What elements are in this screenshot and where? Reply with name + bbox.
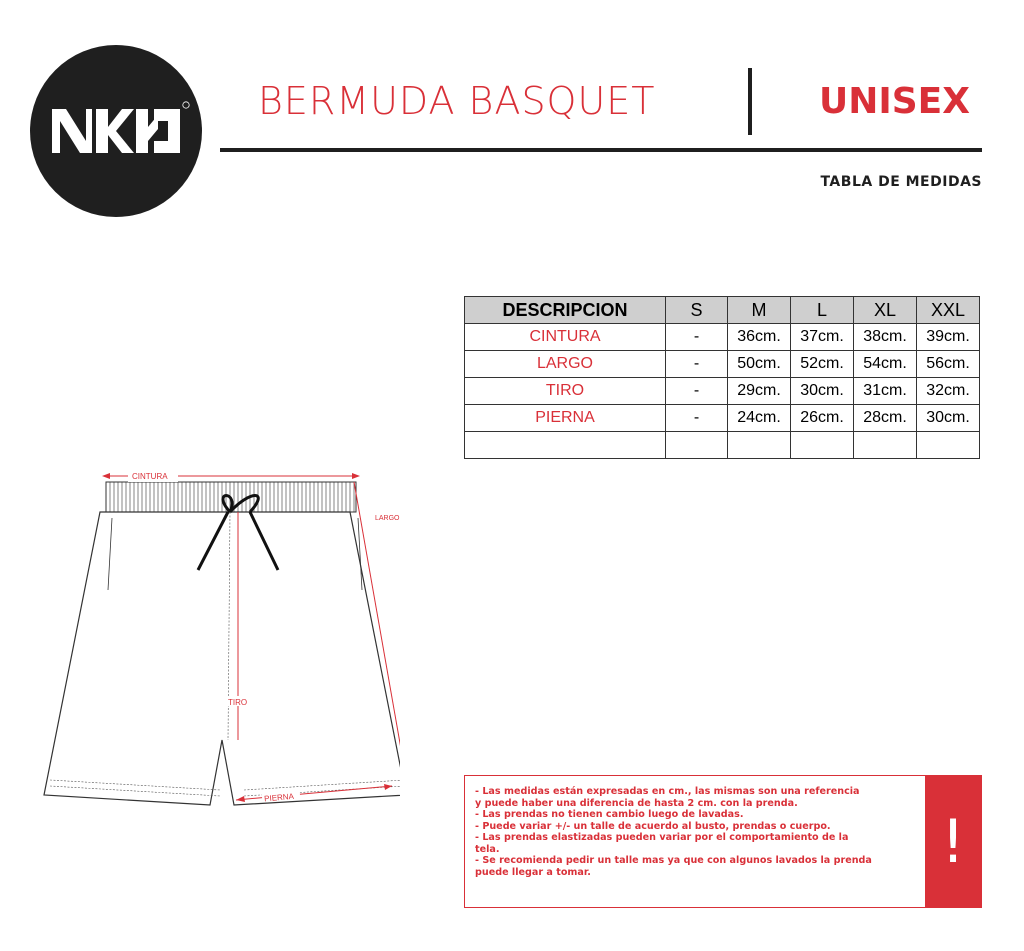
table-row [465, 324, 980, 351]
row-label: CINTURA [465, 324, 666, 351]
row-label: LARGO [465, 351, 666, 378]
header-size-s: S [666, 297, 728, 324]
title-separator [748, 68, 752, 135]
table-row [465, 351, 980, 378]
empty-cell [791, 432, 854, 459]
notice-line: - Puede variar +/- un talle de acuerdo al busto, prendas o cuerpo. [475, 820, 831, 832]
tiro-label: TIRO [228, 698, 248, 707]
empty-cell [917, 432, 980, 459]
notice-line: tela. [475, 843, 500, 855]
cell-value: - [666, 405, 728, 432]
cell-value: 30cm. [791, 378, 854, 405]
notice-line: - Las prendas no tienen cambio luego de lavadas. [475, 809, 744, 820]
header-size-m: M [728, 297, 791, 324]
brand-logo [30, 45, 202, 217]
table-row [465, 405, 980, 432]
row-label: TIRO [465, 378, 666, 405]
cell-value: 24cm. [728, 405, 791, 432]
pierna-label: PIERNA [263, 791, 295, 804]
cell-value: 37cm. [791, 324, 854, 351]
header-size-l: L [791, 297, 854, 324]
empty-cell [854, 432, 917, 459]
shorts-diagram [40, 460, 400, 840]
notice-line: puede llegar a tomar. [475, 866, 591, 878]
cell-value: 39cm. [917, 324, 980, 351]
table-row-empty [465, 432, 980, 459]
cell-value: 38cm. [854, 324, 917, 351]
cell-value: 31cm. [854, 378, 917, 405]
empty-cell [465, 432, 666, 459]
cell-value: - [666, 351, 728, 378]
notice-text [475, 786, 915, 878]
header-size-xl: XL [854, 297, 917, 324]
product-title: BERMUDA BASQUET [258, 79, 656, 123]
header-size-xxl: XXL [917, 297, 980, 324]
cell-value: 36cm. [728, 324, 791, 351]
cell-value: - [666, 324, 728, 351]
notice-line: - Las prendas elastizadas pueden variar por el comportamiento de la [475, 832, 849, 843]
header-rule [220, 148, 982, 152]
size-table [464, 296, 980, 459]
cell-value: 30cm. [917, 405, 980, 432]
cell-value: 50cm. [728, 351, 791, 378]
cell-value: 56cm. [917, 351, 980, 378]
size-chart-subtitle: TABLA DE MEDIDAS [820, 174, 982, 190]
pierna-measure-line [236, 786, 392, 800]
gender-label: UNISEX [819, 81, 971, 122]
logo-mark-icon [30, 45, 202, 217]
cell-value: 26cm. [791, 405, 854, 432]
shorts-outline [44, 512, 400, 805]
row-label: PIERNA [465, 405, 666, 432]
cintura-label: CINTURA [132, 472, 168, 481]
cell-value: 54cm. [854, 351, 917, 378]
cell-value: - [666, 378, 728, 405]
largo-measure-line [354, 482, 400, 800]
cell-value: 32cm. [917, 378, 980, 405]
empty-cell [728, 432, 791, 459]
header-description: DESCRIPCION [465, 297, 666, 324]
empty-cell [666, 432, 728, 459]
largo-label: LARGO [375, 515, 400, 522]
notice-line: y puede haber una diferencia de hasta 2 cm. con la prenda. [475, 797, 798, 809]
cell-value: 29cm. [728, 378, 791, 405]
cell-value: 52cm. [791, 351, 854, 378]
cell-value: 28cm. [854, 405, 917, 432]
size-table-header [465, 297, 980, 324]
care-notice [464, 775, 982, 908]
table-row [465, 378, 980, 405]
notice-line: - Las medidas están expresadas en cm., las mismas son una referencia [475, 786, 860, 797]
warning-icon: ! [925, 776, 981, 907]
notice-line: - Se recomienda pedir un talle mas ya que con algunos lavados la prenda [475, 855, 872, 866]
